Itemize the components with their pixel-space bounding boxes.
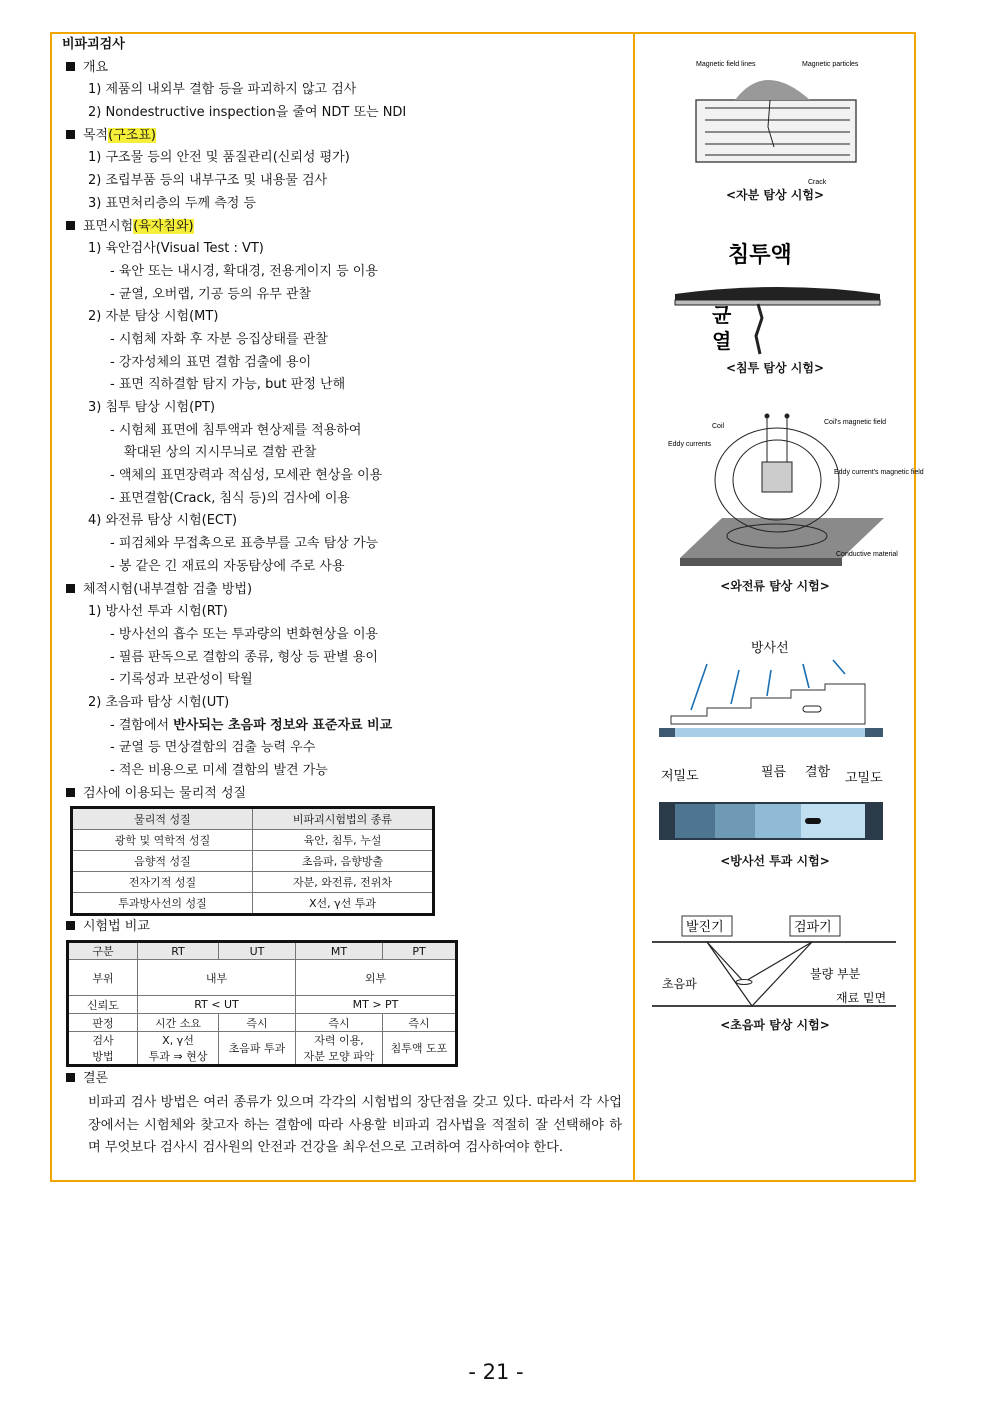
list-item: 3) 표면처리층의 두께 측정 등 bbox=[88, 195, 257, 211]
table-row bbox=[68, 1032, 457, 1066]
heading-properties: 검사에 이용되는 물리적 성질 bbox=[62, 783, 627, 806]
heading-overview: 개요 bbox=[62, 57, 627, 80]
ect-label-eddy: Eddy currents bbox=[668, 441, 712, 448]
ect-diagram bbox=[662, 408, 924, 576]
mnemonic-highlight: (육자침와) bbox=[133, 218, 194, 234]
mt-label-particles: Magnetic particles bbox=[802, 61, 859, 68]
list-item: - 필름 판독으로 결함의 종류, 형상 등 판별 용이 bbox=[110, 649, 378, 665]
list-item: 2) 자분 탐상 시험(MT) bbox=[88, 309, 219, 325]
pt-label-crack-1: 균 bbox=[712, 303, 732, 327]
column-divider bbox=[633, 32, 635, 1182]
ut-label-ultrasound: 초음파 bbox=[662, 977, 697, 991]
ect-caption: <와전류 탐상 시험> bbox=[720, 579, 830, 593]
table-cell: 초음파, 음향방출 bbox=[253, 851, 434, 872]
square-bullet-icon bbox=[66, 130, 75, 139]
table-row bbox=[68, 996, 457, 1014]
square-bullet-icon bbox=[66, 221, 75, 230]
ut-label-transmitter: 발진기 bbox=[686, 920, 724, 935]
table-cell: 부위 bbox=[68, 960, 138, 996]
table-cell: X, γ선 투과 ⇒ 현상 bbox=[138, 1032, 219, 1066]
rt-label-film: 필름 bbox=[761, 765, 787, 780]
table-cell: 전자기적 성질 bbox=[72, 872, 253, 893]
list-item: 1) 제품의 내외부 결함 등을 파괴하지 않고 검사 bbox=[88, 82, 357, 98]
table-row bbox=[68, 1014, 457, 1032]
ut-diagram bbox=[652, 912, 900, 1012]
rt-label-high-density: 고밀도 bbox=[845, 771, 883, 786]
square-bullet-icon bbox=[66, 788, 75, 797]
table-cell: 초음파 투과 bbox=[219, 1032, 296, 1066]
list-item: - 표면 직하결함 탐지 가능, but 판정 난해 bbox=[110, 377, 346, 393]
list-item: - 육안 또는 내시경, 확대경, 전용게이지 등 이용 bbox=[110, 263, 378, 279]
list-item: - 강자성체의 표면 결함 검출에 용이 bbox=[110, 354, 312, 370]
ect-label-conductive: Conductive material bbox=[836, 551, 898, 558]
ut-label-defect: 불량 부분 bbox=[810, 967, 861, 981]
list-item: - 시험체 자화 후 자분 응집상태를 관찰 bbox=[110, 331, 328, 347]
heading-volume-test: 체적시험(내부결함 검출 방법) bbox=[62, 579, 627, 602]
table-row bbox=[72, 872, 434, 893]
mt-label-field-lines: Magnetic field lines bbox=[696, 61, 756, 68]
pt-diagram bbox=[670, 236, 890, 358]
square-bullet-icon bbox=[66, 62, 75, 71]
list-item: - 균열, 오버랩, 기공 등의 유무 관찰 bbox=[110, 286, 312, 302]
heading-surface-test: 표면시험(육자침와) bbox=[62, 216, 627, 239]
square-bullet-icon bbox=[66, 921, 75, 930]
list-item: - 방사선의 흡수 또는 투과량의 변화현상을 이용 bbox=[110, 626, 379, 642]
ect-label-coil: Coil bbox=[712, 423, 725, 430]
list-item: - 시험체 표면에 침투액과 현상제를 적용하여 bbox=[110, 422, 362, 438]
table-header: UT bbox=[219, 942, 296, 960]
table-header: RT bbox=[138, 942, 219, 960]
table-cell: 신뢰도 bbox=[68, 996, 138, 1014]
table-cell: 투과방사선의 성질 bbox=[72, 893, 253, 915]
ut-caption: <초음파 탐상 시험> bbox=[720, 1018, 830, 1032]
list-item: - 적은 비용으로 미세 결함의 발견 가능 bbox=[110, 763, 328, 778]
list-item: 확대된 상의 지시무늬로 결함 관찰 bbox=[124, 445, 317, 461]
table-row bbox=[68, 960, 457, 996]
pt-caption: <침투 탐상 시험> bbox=[725, 361, 825, 375]
mt-diagram bbox=[660, 52, 900, 190]
list-item: 2) 조립부품 등의 내부구조 및 내용물 검사 bbox=[88, 173, 328, 189]
table-cell: 육안, 침투, 누설 bbox=[253, 830, 434, 851]
table-cell: 검사 방법 bbox=[68, 1032, 138, 1066]
mt-label-crack: Crack bbox=[808, 179, 827, 186]
table-row bbox=[72, 851, 434, 872]
table-cell: 음향적 성질 bbox=[72, 851, 253, 872]
square-bullet-icon bbox=[66, 584, 75, 593]
list-item: 1) 방사선 투과 시험(RT) bbox=[88, 604, 228, 620]
ect-label-coil-field: Coil's magnetic field bbox=[824, 419, 887, 426]
table-cell: 자분, 와전류, 전위차 bbox=[253, 872, 434, 893]
document-title: 비파괴검사 bbox=[62, 37, 125, 52]
heading-purpose: 목적(구조표) bbox=[62, 125, 627, 148]
text-column bbox=[62, 34, 627, 805]
list-item: 1) 구조물 등의 안전 및 품질관리(신뢰성 평가) bbox=[88, 150, 350, 166]
table-header: MT bbox=[296, 942, 383, 960]
list-item: - 액체의 표면장력과 적심성, 모세관 현상을 이용 bbox=[110, 468, 383, 484]
properties-table bbox=[70, 806, 435, 916]
list-item: 4) 와전류 탐상 시험(ECT) bbox=[88, 513, 238, 529]
ut-label-bottom: 재료 밑면 bbox=[836, 991, 887, 1005]
list-item: - 균열 등 면상결함의 검출 능력 우수 bbox=[110, 740, 316, 756]
table-row bbox=[72, 893, 434, 915]
table-cell: 시간 소요 bbox=[138, 1014, 219, 1032]
table-cell: MT > PT bbox=[296, 996, 457, 1014]
ect-label-eddy-field: Eddy current's magnetic field bbox=[834, 469, 924, 476]
table-cell: 즉시 bbox=[296, 1014, 383, 1032]
list-item: - 피검체와 무접촉으로 표층부를 고속 탐상 가능 bbox=[110, 536, 379, 552]
table-cell: 자력 이용, 자분 모양 파악 bbox=[296, 1032, 383, 1066]
table-cell: 즉시 bbox=[383, 1014, 457, 1032]
mt-caption: <자분 탐상 시험> bbox=[725, 188, 825, 202]
ut-label-receiver: 검파기 bbox=[794, 920, 832, 935]
table-cell: 외부 bbox=[296, 960, 457, 996]
conclusion-paragraph: 비파괴 검사 방법은 여러 종류가 있으며 각각의 시험법의 장단점을 갖고 있다. 따라서 각 사업장에서는 시험체와 찾고자 하는 결함에 따라 사용할 비파괴 검사법을 적절히 잘 선택해야 하며 무엇보다 검사시 검사원의 안전과 건강을 최우선으로 고려하여 검사하여야 한다. bbox=[88, 1095, 622, 1156]
list-item: - 표면결함(Crack, 침식 등)의 검사에 이용 bbox=[110, 490, 350, 506]
table-cell: 광학 및 역학적 성질 bbox=[72, 830, 253, 851]
rt-label-radiation: 방사선 bbox=[751, 641, 789, 656]
table-row bbox=[72, 830, 434, 851]
rt-diagram bbox=[655, 634, 895, 848]
mnemonic-highlight: (구조표) bbox=[108, 127, 156, 143]
list-item: - 봉 같은 긴 재료의 자동탐상에 주로 사용 bbox=[110, 558, 345, 574]
list-item: 2) 초음파 탐상 시험(UT) bbox=[88, 694, 230, 710]
square-bullet-icon bbox=[66, 1073, 75, 1082]
list-item: 2) Nondestructive inspection을 줄여 NDT 또는 NDI bbox=[88, 105, 407, 121]
table-cell: X선, γ선 투과 bbox=[253, 893, 434, 915]
table-header: 물리적 성질 bbox=[72, 808, 253, 830]
table-header: PT bbox=[383, 942, 457, 960]
table-cell: 즉시 bbox=[219, 1014, 296, 1032]
table-header: 비파괴시험법의 종류 bbox=[253, 808, 434, 830]
table-cell: 내부 bbox=[138, 960, 296, 996]
list-item: - 기록성과 보관성이 탁월 bbox=[110, 672, 253, 688]
table-cell: RT < UT bbox=[138, 996, 296, 1014]
table-cell: 판정 bbox=[68, 1014, 138, 1032]
rt-caption: <방사선 투과 시험> bbox=[720, 854, 830, 868]
list-item: - 결함에서 반사되는 초음파 정보와 표준자료 비교 bbox=[110, 717, 393, 733]
pt-label-penetrant: 침투액 bbox=[728, 242, 792, 268]
rt-label-low-density: 저밀도 bbox=[661, 769, 699, 784]
comparison-table bbox=[66, 940, 458, 1067]
heading-conclusion: 결론 bbox=[62, 1068, 108, 1091]
rt-label-defect: 결함 bbox=[805, 765, 831, 780]
table-header: 구분 bbox=[68, 942, 138, 960]
list-item: 1) 육안검사(Visual Test : VT) bbox=[88, 241, 264, 257]
heading-comparison: 시험법 비교 bbox=[62, 916, 150, 939]
page-number: - 21 - bbox=[468, 1360, 524, 1384]
table-cell: 침투액 도포 bbox=[383, 1032, 457, 1066]
pt-label-crack-2: 열 bbox=[712, 329, 732, 353]
list-item: 3) 침투 탐상 시험(PT) bbox=[88, 400, 216, 415]
